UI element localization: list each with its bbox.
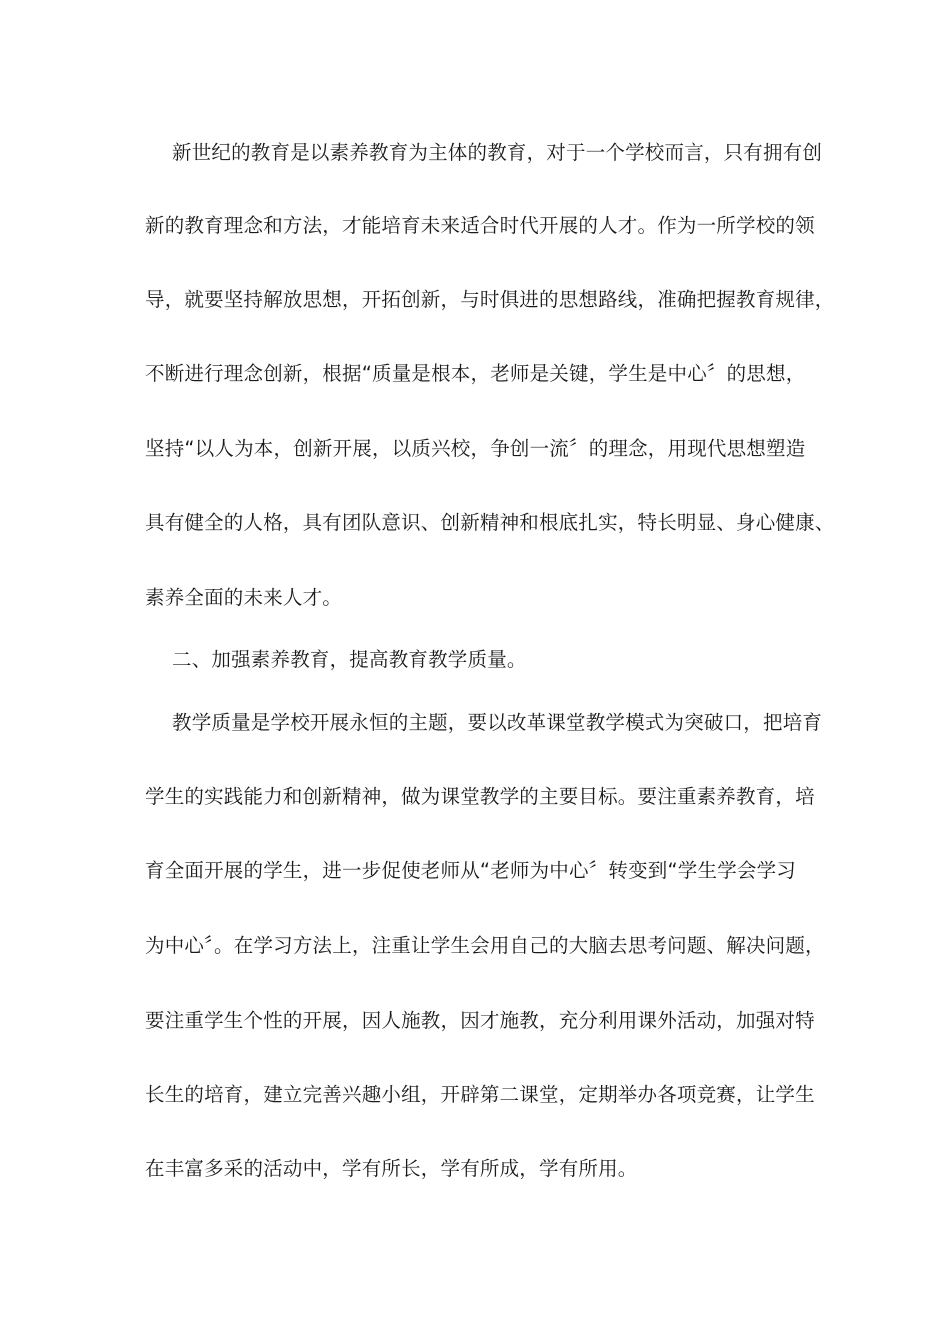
paragraph-2-line-3: 育全面开展的学生，进一步促使老师从“老师为中心〞转变到“学生学会学习 <box>145 859 797 882</box>
section-heading-2: 二、加强素养教育，提高教育教学质量。 <box>172 648 527 671</box>
paragraph-2-line-2: 学生的实践能力和创新精神，做为课堂教学的主要目标。要注重素养教育，培 <box>145 785 815 808</box>
paragraph-2-line-7: 在丰富多采的活动中，学有所长，学有所成，学有所用。 <box>145 1157 638 1180</box>
paragraph-1-line-4: 不断进行理念创新，根据“质量是根本，老师是关键，学生是中心〞的思想， <box>145 362 806 385</box>
paragraph-2-line-5: 要注重学生个性的开展，因人施教，因才施教，充分利用课外活动，加强对特 <box>145 1009 815 1032</box>
paragraph-1-line-3: 导，就要坚持解放思想，开拓创新，与时俱进的思想路线，准确把握教育规律， <box>145 288 835 311</box>
paragraph-2-line-6: 长生的培育，建立完善兴趣小组，开辟第二课堂，定期举办各项竞赛，让学生 <box>145 1083 815 1106</box>
paragraph-2-line-1: 教学质量是学校开展永恒的主题，要以改革课堂教学模式为突破口，把培育 <box>172 711 823 734</box>
paragraph-1-line-2: 新的教育理念和方法，才能培育未来适合时代开展的人才。作为一所学校的领 <box>145 214 815 237</box>
paragraph-2-line-4: 为中心〞。在学习方法上，注重让学生会用自己的大脑去思考问题、解决问题， <box>145 934 825 957</box>
paragraph-1-line-6: 具有健全的人格，具有团队意识、创新精神和根底扎实，特长明显、身心健康、 <box>145 511 835 534</box>
paragraph-1-line-1: 新世纪的教育是以素养教育为主体的教育，对于一个学校而言，只有拥有创 <box>172 141 823 164</box>
paragraph-1-line-5: 坚持“以人为本，创新开展，以质兴校，争创一流〞的理念，用现代思想塑造 <box>145 437 806 460</box>
paragraph-1-line-7: 素养全面的未来人才。 <box>145 586 343 609</box>
